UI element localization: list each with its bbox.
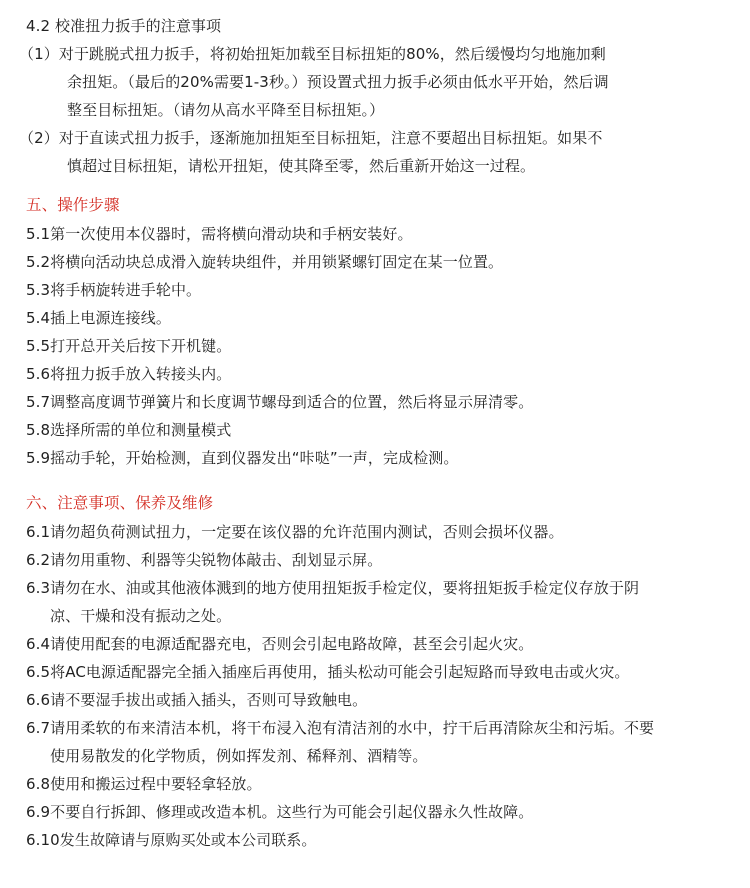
calibration-note-1: （1）对于跳脱式扭力扳手，将初始扭矩加载至目标扭矩的80%，然后缓慢均匀地施加剩 [19, 45, 606, 63]
precaution-item: 6.9不要自行拆卸、修理或改造本机。这些行为可能会引起仪器永久性故障。 [26, 803, 534, 821]
precaution-item: 6.4请使用配套的电源适配器充电，否则会引起电路故障，甚至会引起火灾。 [26, 635, 534, 653]
precaution-item-cont: 使用易散发的化学物质，例如挥发剂、稀释剂、酒精等。 [50, 747, 428, 765]
precaution-item-cont: 凉、干燥和没有振动之处。 [50, 607, 232, 625]
step-item: 5.2将横向活动块总成滑入旋转块组件，并用锁紧螺钉固定在某一位置。 [26, 253, 504, 271]
precaution-item: 6.10发生故障请与原购买处或本公司联系。 [26, 831, 317, 849]
precaution-item: 6.7请用柔软的布来清洁本机，将干布浸入泡有清洁剂的水中，拧干后再清除灰尘和污垢。不要 [26, 719, 655, 737]
step-item: 5.7调整高度调节弹簧片和长度调节螺母到适合的位置，然后将显示屏清零。 [26, 393, 534, 411]
precaution-item: 6.6请不要湿手拔出或插入插头，否则可导致触电。 [26, 691, 368, 709]
step-item: 5.8选择所需的单位和测量模式 [26, 421, 232, 439]
calibration-note-2-cont: 慎超过目标扭矩，请松开扭矩，使其降至零，然后重新开始这一过程。 [67, 157, 536, 175]
step-item: 5.9摇动手轮，开始检测，直到仪器发出“咔哒”一声，完成检测。 [26, 449, 459, 467]
step-item: 5.1第一次使用本仪器时，需将横向滑动块和手柄安装好。 [26, 225, 413, 243]
maintenance-heading: 六、注意事项、保养及维修 [26, 494, 214, 512]
calibration-note-1-cont: 整至目标扭矩。（请勿从高水平降至目标扭矩。） [67, 101, 385, 119]
section-title: 4.2 校准扭力扳手的注意事项 [26, 17, 222, 35]
precaution-item: 6.2请勿用重物、利器等尖锐物体敲击、刮划显示屏。 [26, 551, 383, 569]
step-item: 5.6将扭力扳手放入转接头内。 [26, 365, 232, 383]
calibration-note-1-cont: 余扭矩。（最后的20%需要1-3秒。）预设置式扭力扳手必须由低水平开始，然后调 [67, 73, 609, 91]
calibration-note-2: （2）对于直读式扭力扳手，逐渐施加扭矩至目标扭矩，注意不要超出目标扭矩。如果不 [19, 129, 603, 147]
step-item: 5.5打开总开关后按下开机键。 [26, 337, 232, 355]
precaution-item: 6.1请勿超负荷测试扭力，一定要在该仪器的允许范围内测试，否则会损坏仪器。 [26, 523, 564, 541]
step-item: 5.4插上电源连接线。 [26, 309, 171, 327]
precaution-item: 6.5将AC电源适配器完全插入插座后再使用，插头松动可能会引起短路而导致电击或火灾。 [26, 663, 630, 681]
step-item: 5.3将手柄旋转进手轮中。 [26, 281, 202, 299]
precaution-item: 6.8使用和搬运过程中要轻拿轻放。 [26, 775, 262, 793]
operation-steps-heading: 五、操作步骤 [26, 196, 120, 214]
precaution-item: 6.3请勿在水、油或其他液体溅到的地方使用扭矩扳手检定仪，要将扭矩扳手检定仪存放于阴 [26, 579, 640, 597]
